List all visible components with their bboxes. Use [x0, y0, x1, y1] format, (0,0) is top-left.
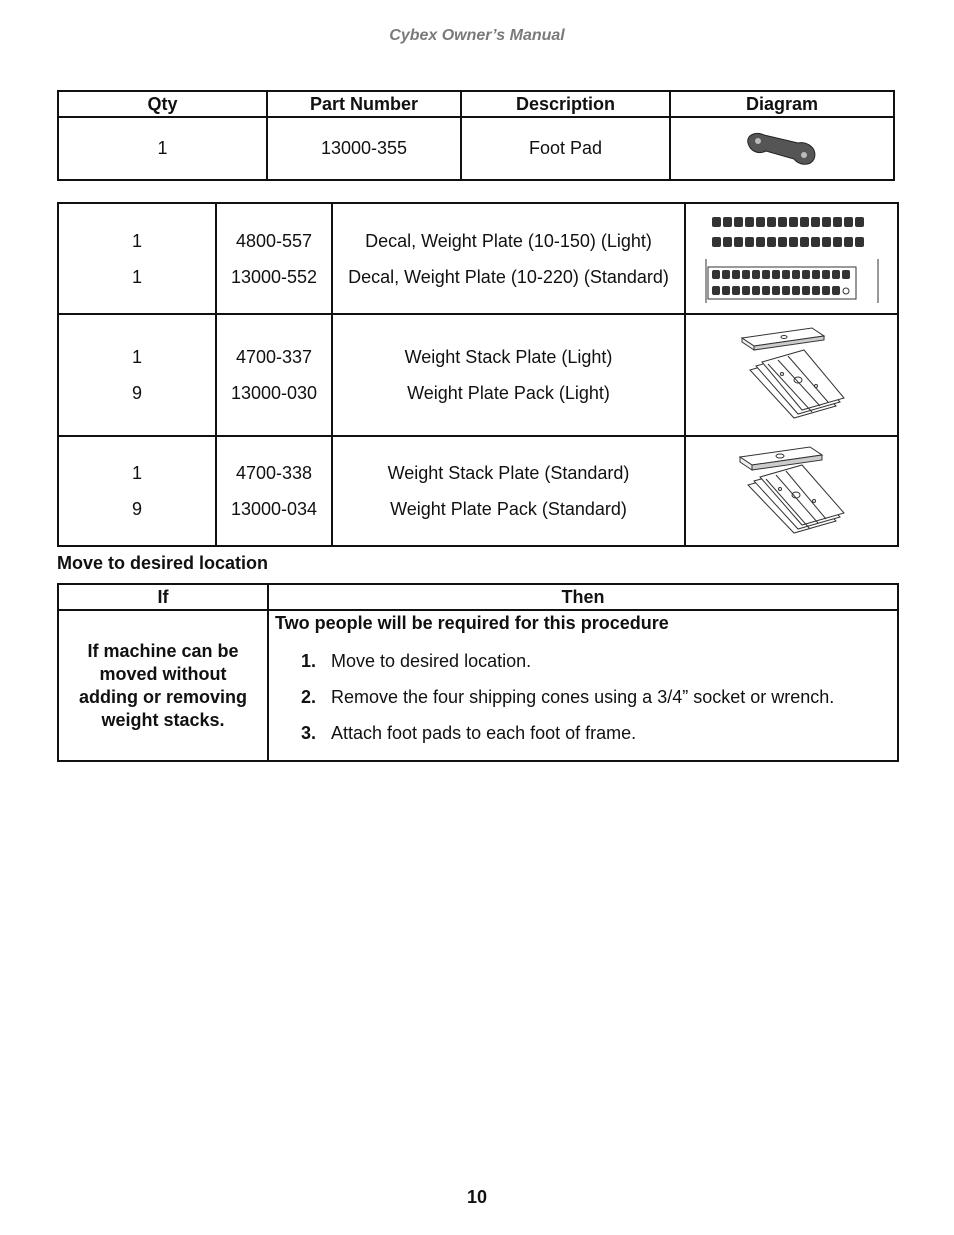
table-row: [58, 436, 898, 546]
page-number: 10: [466, 1187, 488, 1207]
column-header-if: If: [58, 584, 268, 610]
steps-cell: [268, 610, 898, 761]
qty-cell: 1 9: [58, 436, 216, 546]
table-row: [58, 117, 894, 180]
part-number-cell: 13000-355: [267, 117, 461, 180]
parts-table: [57, 90, 895, 181]
description-cell: Weight Stack Plate (Standard) Weight Plate Pack (Standard): [332, 436, 685, 546]
column-header-description: Description: [461, 91, 670, 117]
weight-plate-stack-icon: [732, 445, 852, 537]
qty-cell: 1 1: [58, 203, 216, 314]
diagram-cell: [685, 314, 898, 436]
column-header-diagram: Diagram: [670, 91, 894, 117]
procedure-title: Two people will be required for this procedure: [275, 613, 669, 633]
table-row: [58, 314, 898, 436]
condition-cell: If machine can be moved without adding or removing weight stacks.: [58, 610, 268, 761]
list-item: 2. Remove the four shipping cones using a 3/4” socket or wrench.: [301, 687, 835, 707]
part-number-cell: 4700-338 13000-034: [216, 436, 332, 546]
column-header-qty: Qty: [58, 91, 267, 117]
decal-sheet-icon: [702, 211, 882, 307]
list-item: 1. Move to desired location.: [301, 651, 532, 671]
procedure-table: [57, 583, 899, 762]
diagram-cell: [670, 117, 894, 180]
table-row: [58, 203, 898, 314]
foot-pad-icon: [742, 129, 822, 169]
table-header-row: [58, 91, 894, 117]
section-heading: Move to desired location: [57, 553, 269, 573]
diagram-cell: [685, 436, 898, 546]
parts-table-continued: [57, 202, 899, 547]
description-cell: Decal, Weight Plate (10-150) (Light) Decal, Weight Plate (10-220) (Standard): [332, 203, 685, 314]
description-cell: Foot Pad: [461, 117, 670, 180]
table-header-row: [58, 584, 898, 610]
diagram-cell: [685, 203, 898, 314]
table-row: [58, 610, 898, 761]
qty-cell: 1: [58, 117, 267, 180]
list-item: 3. Attach foot pads to each foot of frame.: [301, 723, 637, 743]
column-header-part-number: Part Number: [267, 91, 461, 117]
manual-header-title: Cybex Owner’s Manual: [389, 27, 565, 44]
part-number-cell: 4800-557 13000-552: [216, 203, 332, 314]
steps-list: [275, 650, 891, 745]
part-number-cell: 4700-337 13000-030: [216, 314, 332, 436]
qty-cell: 1 9: [58, 314, 216, 436]
description-cell: Weight Stack Plate (Light) Weight Plate Pack (Light): [332, 314, 685, 436]
weight-plate-stack-icon: [732, 326, 852, 424]
column-header-then: Then: [268, 584, 898, 610]
